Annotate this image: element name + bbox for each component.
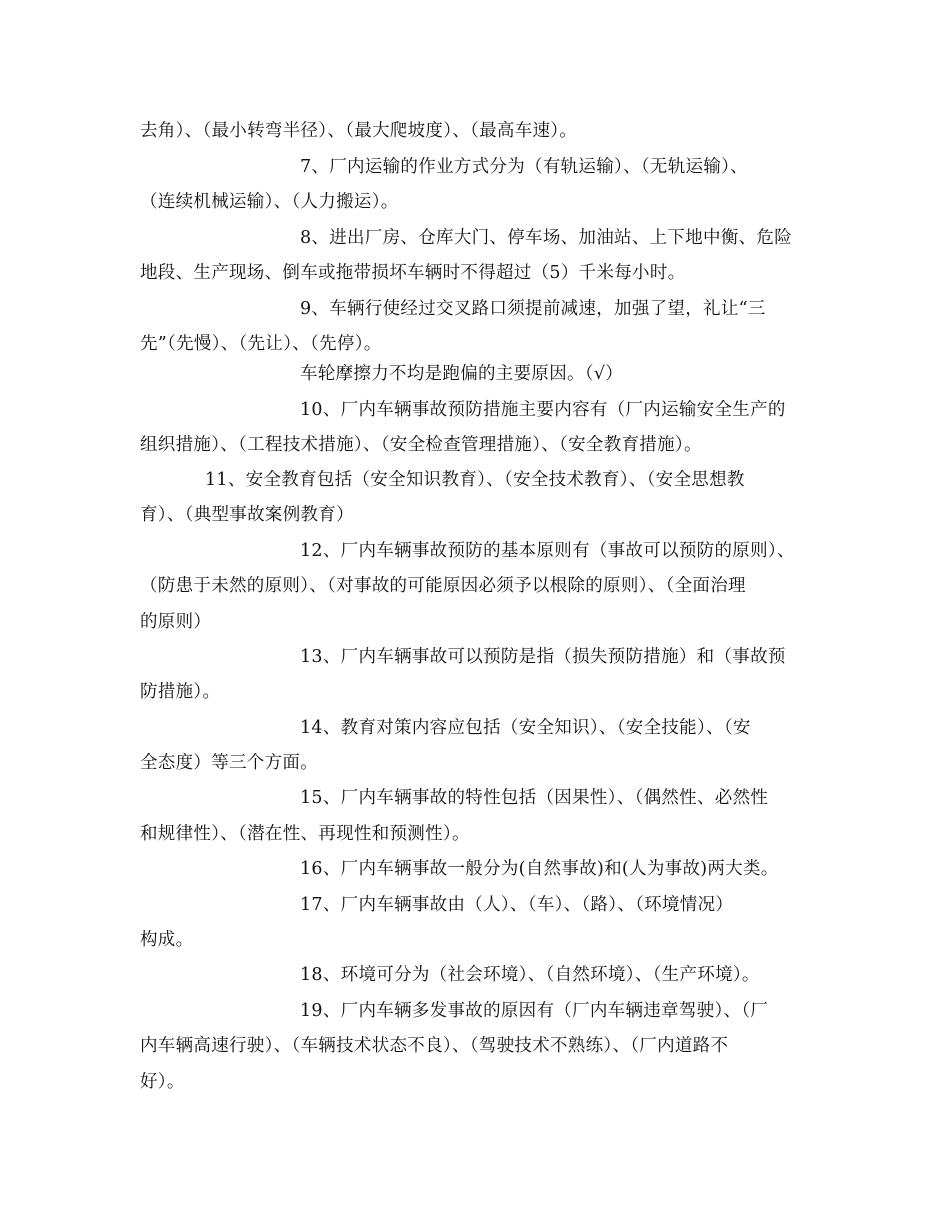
text-line: 育）、（典型事故案例教育） [140,505,354,525]
text-line: 去角）、（最小转弯半径）、（最大爬坡度）、（最高车速）。 [140,121,578,141]
text-line: 19、厂内车辆多发事故的原因有（厂内车辆违章驾驶）、（厂 [300,1001,769,1021]
text-line: 的原则） [140,612,212,632]
text-line: 组织措施）、（工程技术措施）、（安全检查管理措施）、（安全教育措施）。 [140,435,702,455]
text-line: （连续机械运输）、（人力搬运）。 [140,192,399,212]
text-line: 16、厂内车辆事故一般分为(自然事故)和(人为事故)两大类。 [300,859,779,879]
text-line: 15、厂内车辆事故的特性包括（因果性）、（偶然性、必然性 [300,788,769,808]
text-line: 和规律性）、（潜在性、再现性和预测性）。 [140,824,470,844]
text-line: 7、厂内运输的作业方式分为（有轨运输）、（无轨运输）、 [300,157,748,177]
text-line: 防措施）。 [140,682,221,702]
text-line: 10、厂内车辆事故预防措施主要内容有（厂内运输安全生产的 [300,400,786,420]
text-line: 18、环境可分为（社会环境）、（自然环境）、（生产环境）。 [300,965,760,985]
text-line: 全态度）等三个方面。 [140,753,318,773]
text-line: 14、教育对策内容应包括（安全知识）、（安全技能）、（安 [300,718,751,738]
text-line: 9、车辆行使经过交叉路口须提前减速，加强了望，礼让“三 [300,299,766,319]
text-line: 车轮摩擦力不均是跑偏的主要原因。（√） [300,364,624,384]
text-line: 好）。 [140,1072,185,1092]
text-line: （防患于未然的原则）、（对事故的可能原因必须予以根除的原则）、（全面治理 [140,576,746,596]
text-line: 12、厂内车辆事故预防的基本原则有（事故可以预防的原则）、 [300,541,795,561]
text-line: 先”（先慢）、（先让）、（先停）。 [140,334,382,354]
text-line: 11、安全教育包括（安全知识教育）、（安全技术教育）、（安全思想教 [205,470,745,490]
text-line: 13、厂内车辆事故可以预防是指（损失预防措施）和（事故预 [300,647,786,667]
text-line: 地段、生产现场、倒车或拖带损坏车辆时不得超过（5）千米每小时。 [140,263,686,283]
text-line: 17、厂内车辆事故由（人）、（车）、（路）、（环境情况） [300,895,734,915]
text-line: 8、进出厂房、仓库大门、停车场、加油站、上下地中衡、危险 [300,228,793,248]
text-line: 构成。 [140,930,194,950]
text-line: 内车辆高速行驶）、（车辆技术状态不良）、（驾驶技术不熟练）、（厂内道路不 [140,1036,729,1056]
